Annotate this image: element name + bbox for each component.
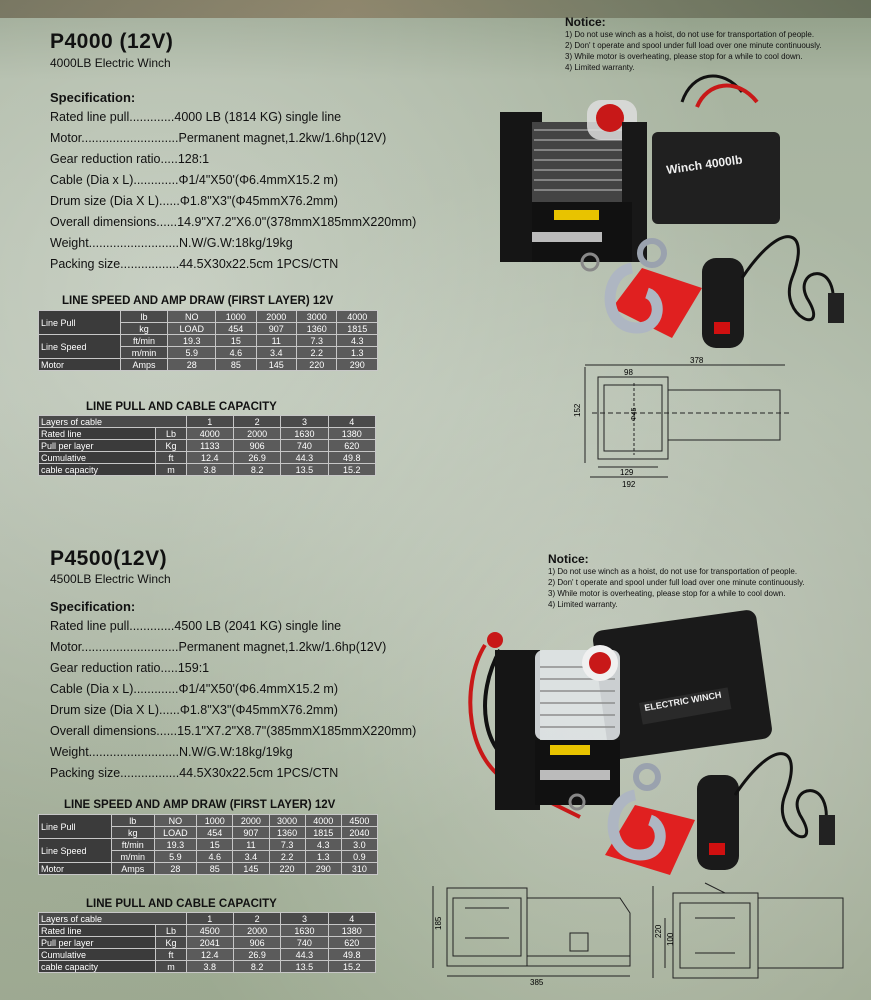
capacity-table-title: LINE PULL AND CABLE CAPACITY: [86, 401, 277, 413]
dim-label: 185: [434, 916, 443, 930]
spec-line: Weight..........................N.W/G.W:18kg/19kg: [50, 745, 293, 759]
notice-title: Notice:: [548, 552, 589, 566]
spec-line: Cable (Dia x L).............Φ1/4"X50'(Φ6.4mmX15.2 m): [50, 173, 338, 187]
side-view-drawing: [425, 878, 640, 988]
dim-label: 98: [624, 368, 633, 377]
table-cell: 15: [216, 335, 256, 347]
table-cell: 13.5: [281, 464, 328, 476]
spec-line: Motor............................Permanent magnet,1.2kw/1.6hp(12V): [50, 640, 387, 654]
model-title: P4500(12V): [50, 547, 168, 570]
table-cell: 11: [233, 839, 269, 851]
table-cell: 2000: [233, 428, 280, 440]
table-cell: 4500: [186, 925, 233, 937]
table-cell: ft: [156, 949, 186, 961]
spec-line: Motor............................Permanent magnet,1.2kw/1.6hp(12V): [50, 131, 387, 145]
table-row: [39, 452, 376, 464]
hook-and-remote-image: [595, 735, 855, 875]
table-cell: 4000: [305, 815, 341, 827]
table-cell: Kg: [156, 440, 186, 452]
table-cell: Layers of cable: [39, 913, 187, 925]
spec-heading: Specification:: [50, 90, 136, 105]
table-cell: Lb: [156, 428, 186, 440]
table-cell: 3.0: [341, 839, 377, 851]
table-cell: 1815: [305, 827, 341, 839]
table-cell: 740: [281, 937, 328, 949]
table-cell: 15.2: [328, 464, 375, 476]
table-cell: 26.9: [233, 949, 280, 961]
table-row: [39, 863, 378, 875]
table-cell: 2000: [256, 311, 296, 323]
table-cell: 220: [297, 359, 337, 371]
table-cell: 3.4: [256, 347, 296, 359]
table-cell: 8.2: [233, 464, 280, 476]
table-cell: 49.8: [328, 949, 375, 961]
notice-line: 4) Limited warranty.: [548, 600, 618, 609]
table-cell: Cumulative: [39, 452, 156, 464]
table-row: [39, 359, 378, 371]
table-cell: 4.6: [216, 347, 256, 359]
spec-line: Rated line pull.............4000 LB (1814 KG) single line: [50, 110, 342, 124]
table-row: [39, 815, 378, 827]
top-view-drawing: [645, 878, 850, 988]
table-cell: 2.2: [297, 347, 337, 359]
table-cell: Lb: [156, 925, 186, 937]
table-cell: 220: [269, 863, 305, 875]
table-cell: 3.4: [233, 851, 269, 863]
table-row: [39, 961, 376, 973]
table-cell: 290: [337, 359, 378, 371]
dim-label: 192: [622, 480, 636, 489]
notice-line: 1) Do not use winch as a hoist, do not use for transportation of people.: [548, 567, 798, 576]
spec-list: [50, 616, 416, 784]
table-row: [39, 937, 376, 949]
table-cell: 3: [281, 913, 328, 925]
table-cell: cable capacity: [39, 961, 156, 973]
table-cell: NO: [154, 815, 197, 827]
table-cell: 2: [233, 913, 280, 925]
table-cell: 7.3: [269, 839, 305, 851]
table-cell: 13.5: [281, 961, 328, 973]
table-cell: 12.4: [186, 949, 233, 961]
table-cell: 4: [328, 416, 375, 428]
spec-line: Rated line pull.............4500 LB (2041 KG) single line: [50, 619, 342, 633]
spec-line: Packing size.................44.5X30x22.5cm 1PCS/CTN: [50, 766, 339, 780]
table-cell: kg: [120, 323, 168, 335]
table-cell: 28: [168, 359, 216, 371]
speed-table: [38, 310, 378, 371]
table-cell: m: [156, 464, 186, 476]
table-cell: Motor: [39, 863, 112, 875]
table-cell: 4.3: [305, 839, 341, 851]
table-cell: 1000: [197, 815, 233, 827]
table-row: [39, 839, 378, 851]
table-cell: 145: [233, 863, 269, 875]
table-cell: ft/min: [112, 839, 155, 851]
table-cell: 907: [233, 827, 269, 839]
table-cell: 1360: [297, 323, 337, 335]
table-row: [39, 440, 376, 452]
table-cell: 15: [197, 839, 233, 851]
spec-line: Gear reduction ratio.....128:1: [50, 152, 210, 166]
table-cell: 49.8: [328, 452, 375, 464]
dim-label: 378: [690, 356, 704, 365]
dim-label: 220: [654, 924, 663, 938]
table-cell: m/min: [120, 347, 168, 359]
table-row: [39, 949, 376, 961]
table-cell: kg: [112, 827, 155, 839]
hook-and-remote-image: [592, 218, 862, 358]
table-cell: Cumulative: [39, 949, 156, 961]
table-cell: 4500: [341, 815, 377, 827]
notice-line: 4) Limited warranty.: [565, 63, 635, 72]
table-cell: 4000: [337, 311, 378, 323]
spec-line: Packing size.................44.5X30x22.5cm 1PCS/CTN: [50, 257, 339, 271]
table-cell: 907: [256, 323, 296, 335]
table-cell: LOAD: [168, 323, 216, 335]
notice-line: 3) While motor is overheating, please stop for a while to cool down.: [548, 589, 786, 598]
table-cell: 2040: [341, 827, 377, 839]
table-cell: 85: [216, 359, 256, 371]
notice-box: [548, 552, 805, 610]
table-cell: 145: [256, 359, 296, 371]
spec-line: Overall dimensions......15.1"X7.2"X8.7"(385mmX185mmX220mm): [50, 724, 417, 738]
dim-label: 100: [666, 932, 675, 946]
table-cell: 4.3: [337, 335, 378, 347]
table-cell: 19.3: [168, 335, 216, 347]
spec-heading: Specification:: [50, 599, 136, 614]
product-label: ELECTRIC WINCH: [643, 689, 723, 713]
table-cell: 290: [305, 863, 341, 875]
product-label: Winch 4000lb: [665, 152, 744, 177]
table-cell: Line Pull: [39, 815, 112, 839]
table-cell: m/min: [112, 851, 155, 863]
table-cell: 11: [256, 335, 296, 347]
capacity-table: [38, 415, 376, 476]
spec-line: Cable (Dia x L).............Φ1/4"X50'(Φ6.4mmX15.2 m): [50, 682, 338, 696]
table-cell: Rated line: [39, 428, 156, 440]
table-cell: 3.8: [186, 464, 233, 476]
table-cell: 4.6: [197, 851, 233, 863]
dim-label: 385: [530, 978, 544, 987]
table-cell: 5.9: [168, 347, 216, 359]
model-subtitle: 4000LB Electric Winch: [50, 56, 171, 70]
table-row: [39, 913, 376, 925]
table-cell: 2041: [186, 937, 233, 949]
table-cell: 4: [328, 913, 375, 925]
dim-label: 129: [620, 468, 634, 477]
table-row: [39, 335, 378, 347]
notice-title: Notice:: [565, 15, 606, 29]
table-cell: 8.2: [233, 961, 280, 973]
table-cell: 12.4: [186, 452, 233, 464]
table-cell: 1000: [216, 311, 256, 323]
table-cell: Line Speed: [39, 839, 112, 863]
table-row: [39, 428, 376, 440]
table-cell: ft: [156, 452, 186, 464]
speed-table: [38, 814, 378, 875]
dim-label: 152: [573, 403, 582, 417]
notice-line: 2) Don' t operate and spool under full load over one minute continuously.: [565, 41, 822, 50]
table-cell: 44.3: [281, 949, 328, 961]
spec-line: Weight..........................N.W/G.W:18kg/19kg: [50, 236, 293, 250]
table-row: [39, 416, 376, 428]
dim-label: Φ45: [631, 407, 638, 421]
table-cell: 15.2: [328, 961, 375, 973]
model-subtitle: 4500LB Electric Winch: [50, 572, 171, 586]
table-cell: 310: [341, 863, 377, 875]
table-cell: 7.3: [297, 335, 337, 347]
table-cell: 4000: [186, 428, 233, 440]
table-cell: 1: [186, 913, 233, 925]
table-cell: 1380: [328, 925, 375, 937]
table-cell: Line Speed: [39, 335, 121, 359]
table-cell: 2: [233, 416, 280, 428]
table-cell: 0.9: [341, 851, 377, 863]
spec-line: Overall dimensions......14.9"X7.2"X6.0"(378mmX185mmX220mm): [50, 215, 417, 229]
table-cell: 3.8: [186, 961, 233, 973]
table-cell: 1815: [337, 323, 378, 335]
table-cell: 85: [197, 863, 233, 875]
table-row: [39, 925, 376, 937]
notice-line: 3) While motor is overheating, please stop for a while to cool down.: [565, 52, 803, 61]
speed-table-title: LINE SPEED AND AMP DRAW (FIRST LAYER) 12V: [64, 799, 336, 811]
speed-table-title: LINE SPEED AND AMP DRAW (FIRST LAYER) 12V: [62, 295, 334, 307]
table-cell: m: [156, 961, 186, 973]
table-cell: 1.3: [305, 851, 341, 863]
table-cell: 1360: [269, 827, 305, 839]
table-cell: Line Pull: [39, 311, 121, 335]
model-title: P4000 (12V): [50, 30, 174, 53]
table-cell: 3000: [269, 815, 305, 827]
table-cell: lb: [120, 311, 168, 323]
table-cell: 2000: [233, 815, 269, 827]
table-cell: 19.3: [154, 839, 197, 851]
table-cell: 1630: [281, 428, 328, 440]
spec-list: [50, 107, 416, 275]
capacity-table-title: LINE PULL AND CABLE CAPACITY: [86, 898, 277, 910]
table-cell: 906: [233, 440, 280, 452]
table-cell: 620: [328, 937, 375, 949]
table-row: [39, 311, 378, 323]
table-cell: 1133: [186, 440, 233, 452]
table-cell: Layers of cable: [39, 416, 187, 428]
notice-line: 2) Don' t operate and spool under full load over one minute continuously.: [548, 578, 805, 587]
table-cell: Rated line: [39, 925, 156, 937]
table-cell: 3000: [297, 311, 337, 323]
capacity-table: [38, 912, 376, 973]
table-cell: 454: [197, 827, 233, 839]
table-cell: LOAD: [154, 827, 197, 839]
table-cell: Amps: [120, 359, 168, 371]
table-cell: Pull per layer: [39, 440, 156, 452]
table-cell: NO: [168, 311, 216, 323]
table-cell: 454: [216, 323, 256, 335]
table-cell: 740: [281, 440, 328, 452]
table-cell: 1: [186, 416, 233, 428]
spec-line: Drum size (Dia X L)......Φ1.8"X3"(Φ45mmX76.2mm): [50, 703, 338, 717]
table-cell: 2000: [233, 925, 280, 937]
table-cell: 1.3: [337, 347, 378, 359]
table-cell: 906: [233, 937, 280, 949]
table-cell: 3: [281, 416, 328, 428]
notice-line: 1) Do not use winch as a hoist, do not use for transportation of people.: [565, 30, 815, 39]
table-cell: 44.3: [281, 452, 328, 464]
table-cell: 1630: [281, 925, 328, 937]
table-cell: 28: [154, 863, 197, 875]
spec-line: Gear reduction ratio.....159:1: [50, 661, 210, 675]
table-cell: 5.9: [154, 851, 197, 863]
table-cell: Kg: [156, 937, 186, 949]
table-cell: 1380: [328, 428, 375, 440]
table-cell: Pull per layer: [39, 937, 156, 949]
table-cell: Amps: [112, 863, 155, 875]
table-cell: 26.9: [233, 452, 280, 464]
table-row: [39, 464, 376, 476]
dimension-drawing: [570, 355, 795, 490]
spec-line: Drum size (Dia X L)......Φ1.8"X3"(Φ45mmX76.2mm): [50, 194, 338, 208]
table-cell: ft/min: [120, 335, 168, 347]
table-cell: lb: [112, 815, 155, 827]
table-cell: 2.2: [269, 851, 305, 863]
table-cell: Motor: [39, 359, 121, 371]
table-cell: 620: [328, 440, 375, 452]
table-cell: cable capacity: [39, 464, 156, 476]
